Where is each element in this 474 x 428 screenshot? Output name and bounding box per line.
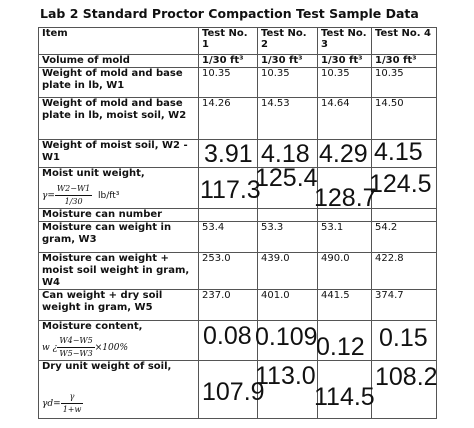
handwritten-cell (369, 168, 437, 209)
table-row (39, 68, 437, 98)
moist-unit-formula: γ= $\frac{W2-W1}{1/30}$ lb/ft³ (42, 184, 120, 206)
cell (318, 209, 372, 222)
cell: 401.0 (258, 290, 318, 321)
handwritten-value: 128.7 (314, 184, 377, 212)
handwritten-value: 108.2 (375, 363, 438, 391)
moisture-formula: w ¿ $\frac{W4-W5}{W5-W3}$ ×100% (42, 336, 128, 358)
cell: 14.50 (372, 98, 437, 140)
cell: 237.0 (199, 290, 258, 321)
handwritten-value: 107.9 (202, 378, 265, 406)
row-label: Moisture can weight + moist soil weight in gram, W4 (39, 253, 199, 290)
handwritten-value: 114.5 (314, 383, 375, 411)
handwritten-cell (199, 168, 261, 209)
handwritten-value: 0.109 (255, 323, 318, 351)
handwritten-value: 113.0 (255, 362, 316, 390)
handwritten-cell (255, 321, 318, 361)
handwritten-cell (372, 140, 437, 168)
row-label: Moisture can weight in gram, W3 (39, 222, 199, 253)
cell: 10.35 (318, 68, 372, 98)
handwritten-cell (199, 321, 258, 361)
handwritten-cell (199, 140, 258, 168)
header-test-2: Test No. 2 (258, 28, 318, 55)
cell: 422.8 (372, 253, 437, 290)
handwritten-value: 4.29 (319, 140, 368, 168)
row-label (39, 168, 199, 209)
header-test-1: Test No. 1 (199, 28, 258, 55)
handwritten-cell (318, 140, 372, 168)
cell: 14.64 (318, 98, 372, 140)
row-label (39, 361, 199, 419)
row-label: Volume of mold (39, 55, 199, 68)
handwritten-cell (255, 164, 318, 209)
table-row (39, 321, 437, 361)
cell: 441.5 (318, 290, 372, 321)
table-row (39, 253, 437, 290)
header-item: Item (39, 28, 199, 55)
cell (372, 209, 437, 222)
handwritten-value: 4.18 (261, 140, 310, 168)
cell: 253.0 (199, 253, 258, 290)
cell (258, 209, 318, 222)
handwritten-value: 3.91 (204, 140, 253, 168)
table-row (39, 209, 437, 222)
cell: 10.35 (199, 68, 258, 98)
handwritten-cell (372, 321, 437, 361)
header-test-3: Test No. 3 (318, 28, 372, 55)
cell: 53.4 (199, 222, 258, 253)
handwritten-value: 0.12 (316, 333, 365, 361)
handwritten-cell (318, 321, 372, 361)
table-row (39, 55, 437, 68)
cell: 14.26 (199, 98, 258, 140)
cell: 1/30 ft³ (318, 55, 372, 68)
row-label: Weight of moist soil, W2 - W1 (39, 140, 199, 168)
cell: 53.1 (318, 222, 372, 253)
cell: 14.53 (258, 98, 318, 140)
cell: 1/30 ft³ (258, 55, 318, 68)
cell (199, 209, 258, 222)
row-label-text: Moisture content, (42, 321, 143, 332)
row-label: Weight of mold and base plate in lb, moist soil, W2 (39, 98, 199, 140)
handwritten-value: 4.15 (374, 138, 423, 166)
table-row (39, 140, 437, 168)
row-label: Weight of mold and base plate in lb, W1 (39, 68, 199, 98)
handwritten-cell (314, 361, 375, 419)
table-row (39, 222, 437, 253)
table-row (39, 290, 437, 321)
handwritten-cell (314, 168, 377, 212)
row-label: Moisture can number (39, 209, 199, 222)
proctor-data-table (38, 27, 437, 419)
header-test-4: Test No. 4 (372, 28, 437, 55)
cell: 1/30 ft³ (372, 55, 437, 68)
row-label-text: Dry unit weight of soil, (42, 361, 172, 372)
cell: 10.35 (258, 68, 318, 98)
handwritten-value: 0.08 (203, 322, 252, 350)
cell: 490.0 (318, 253, 372, 290)
table-header-row (39, 28, 437, 55)
page-title: Lab 2 Standard Proctor Compaction Test Sample Data (40, 6, 419, 21)
dry-unit-formula: γd= $\frac{\gamma}{1+w}$ (42, 392, 82, 414)
handwritten-cell (372, 361, 437, 419)
handwritten-cell (255, 361, 318, 419)
cell: 374.7 (372, 290, 437, 321)
handwritten-value: 117.3 (200, 176, 261, 204)
cell: 439.0 (258, 253, 318, 290)
cell: 10.35 (372, 68, 437, 98)
row-label (39, 321, 199, 361)
table-row (39, 168, 437, 209)
handwritten-value: 124.5 (369, 170, 432, 198)
row-label-text: Moist unit weight, (42, 168, 145, 179)
table-row (39, 98, 437, 140)
table-row (39, 361, 437, 419)
handwritten-value: 125.4 (255, 164, 318, 192)
handwritten-value: 0.15 (379, 324, 428, 352)
row-label: Can weight + dry soil weight in gram, W5 (39, 290, 199, 321)
handwritten-cell (199, 361, 265, 419)
cell: 54.2 (372, 222, 437, 253)
cell: 53.3 (258, 222, 318, 253)
cell: 1/30 ft³ (199, 55, 258, 68)
